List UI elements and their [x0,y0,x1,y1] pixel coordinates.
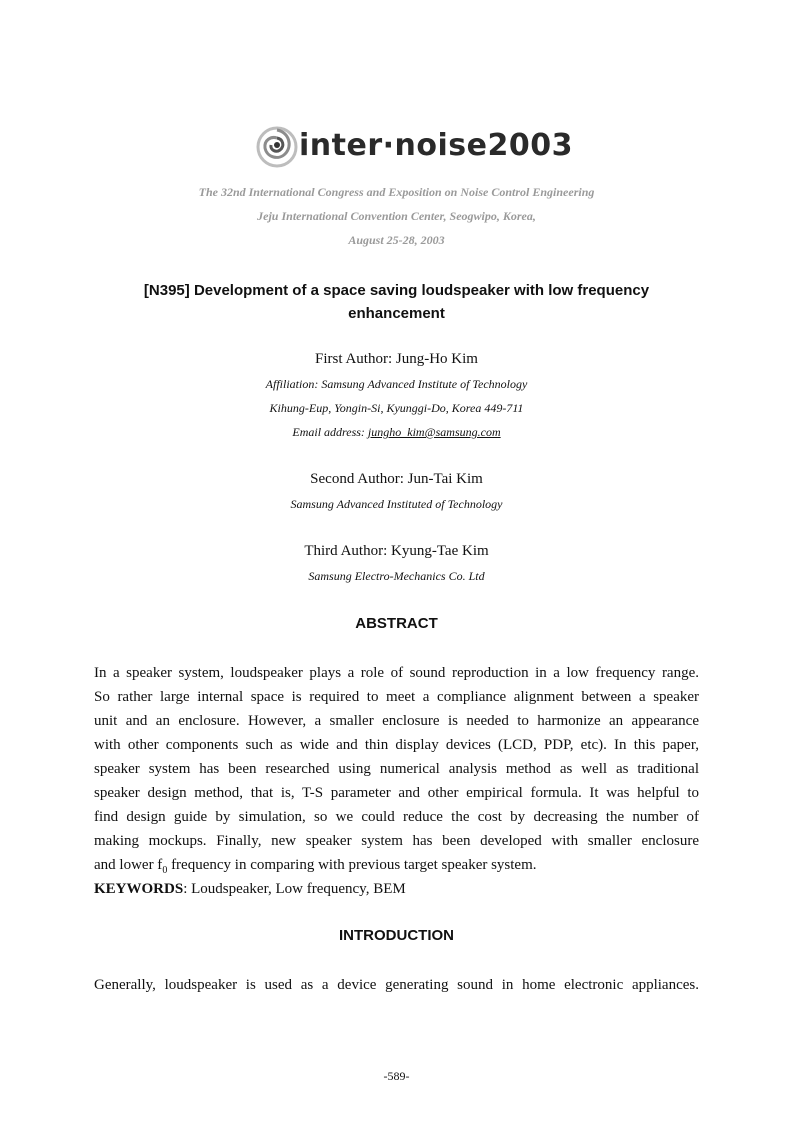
abstract-line: unit and an enclosure. However, a smaller enclosure is needed to harmonize an appearance [94,713,699,729]
conference-name: The 32nd International Congress and Exposition on Noise Control Engineering [198,185,595,199]
introduction-line: Generally, loudspeaker is used as a device generating sound in home electronic appliances. [94,977,699,993]
conference-venue: Jeju International Convention Center, Seogwipo, Korea, [257,209,536,223]
abstract-line: speaker system has been researched using numerical analysis method as well as traditional [94,761,699,777]
abstract-line: with other components such as wide and thin display devices (LCD, PDP, etc). In this paper, [94,737,699,753]
second-author-affiliation: Samsung Advanced Instituted of Technology [290,497,503,511]
abstract-last-line: and lower $f_0$ frequency in comparing with previous target speaker system. [94,857,537,876]
swirl-logo-icon [255,120,299,172]
third-author-affiliation: Samsung Electro-Mechanics Co. Ltd [308,569,485,583]
first-author-address: Kihung-Eup, Yongin-Si, Kyunggi-Do, Korea 449-711 [269,401,524,415]
keywords-label: KEYWORDS [94,881,184,897]
abstract-body [94,661,699,901]
email-link[interactable]: jungho_kim@samsung.com [367,425,501,439]
second-author-name: Second Author: Jun-Tai Kim [310,471,483,487]
conference-dates: August 25-28, 2003 [348,233,445,247]
first-author-affiliation: Affiliation: Samsung Advanced Institute of Technology [265,377,528,391]
abstract-line: speaker design method, that is, T-S parameter and other empirical formula. It was helpful to [94,785,699,801]
abstract-line: In a speaker system, loudspeaker plays a role of sound reproduction in a low frequency range. [94,665,699,681]
paper-title-line2: enhancement [348,305,445,322]
introduction-heading: INTRODUCTION [339,927,454,944]
conference-logo [255,120,573,176]
third-author-name: Third Author: Kyung-Tae Kim [304,543,489,559]
first-author-email-line [0,425,793,440]
email-label: Email address: [292,425,368,439]
paper-title-line1: [N395] Development of a space saving loudspeaker with low frequency [143,282,650,299]
first-author-name: First Author: Jung-Ho Kim [315,351,478,367]
logo-wordmark: inter·noise2003 [299,128,573,163]
introduction-body [94,973,699,997]
abstract-line: making mockups. Finally, new speaker system has been developed with smaller enclosure [94,833,699,849]
keywords-line [94,877,699,901]
abstract-heading: ABSTRACT [355,615,438,632]
f-zero-subscript: 0 [162,865,168,876]
page-number: -589- [383,1069,410,1083]
paper-title [100,279,693,325]
keywords-list: : Loudspeaker, Low frequency, BEM [183,881,406,897]
abstract-line: So rather large internal space is required to meet a compliance alignment between a speaker [94,689,699,705]
abstract-line: find design guide by simulation, so we could reduce the cost by decreasing the number of [94,809,699,825]
